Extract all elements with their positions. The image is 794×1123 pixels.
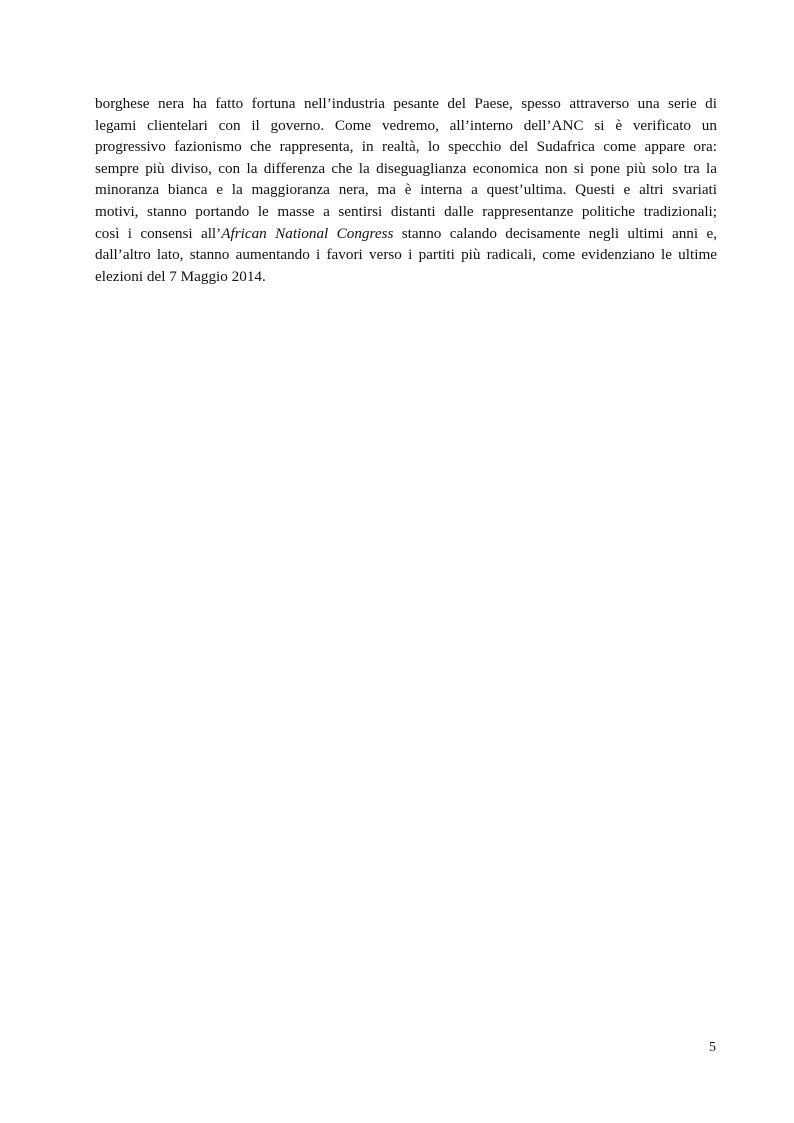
body-paragraph bbox=[95, 93, 717, 287]
paragraph-line-last: elezioni del 7 Maggio 2014. bbox=[95, 267, 266, 285]
line-text: così i consensi all’ bbox=[95, 224, 222, 242]
italic-organization-name: African National Congress bbox=[221, 224, 394, 242]
paragraph-line: dall’altro lato, stanno aumentando i favori verso i partiti più radicali, come evidenziano le ultime bbox=[95, 246, 717, 264]
paragraph-line: borghese nera ha fatto fortuna nell’industria pesante del Paese, spesso attraverso una serie di bbox=[95, 95, 717, 112]
paragraph-line: sempre più diviso, con la differenza che la diseguaglianza economica non si pone più solo tra la bbox=[95, 159, 717, 177]
paragraph-line: motivi, stanno portando le masse a sentirsi distanti dalle rappresentanze politiche tradizionali; bbox=[95, 202, 717, 220]
paragraph-line: progressivo fazionismo che rappresenta, in realtà, lo specchio del Sudafrica come appare ora: bbox=[95, 138, 717, 156]
paragraph-line: legami clientelari con il governo. Come vedremo, all’interno dell’ANC si è verificato un bbox=[95, 116, 717, 134]
line-text: stanno calando decisamente negli ultimi anni e, bbox=[393, 224, 717, 242]
paragraph-line bbox=[95, 223, 717, 245]
page-number: 5 bbox=[709, 1040, 716, 1055]
paragraph-line: minoranza bianca e la maggioranza nera, ma è interna a quest’ultima. Questi e altri svariati bbox=[95, 181, 717, 199]
